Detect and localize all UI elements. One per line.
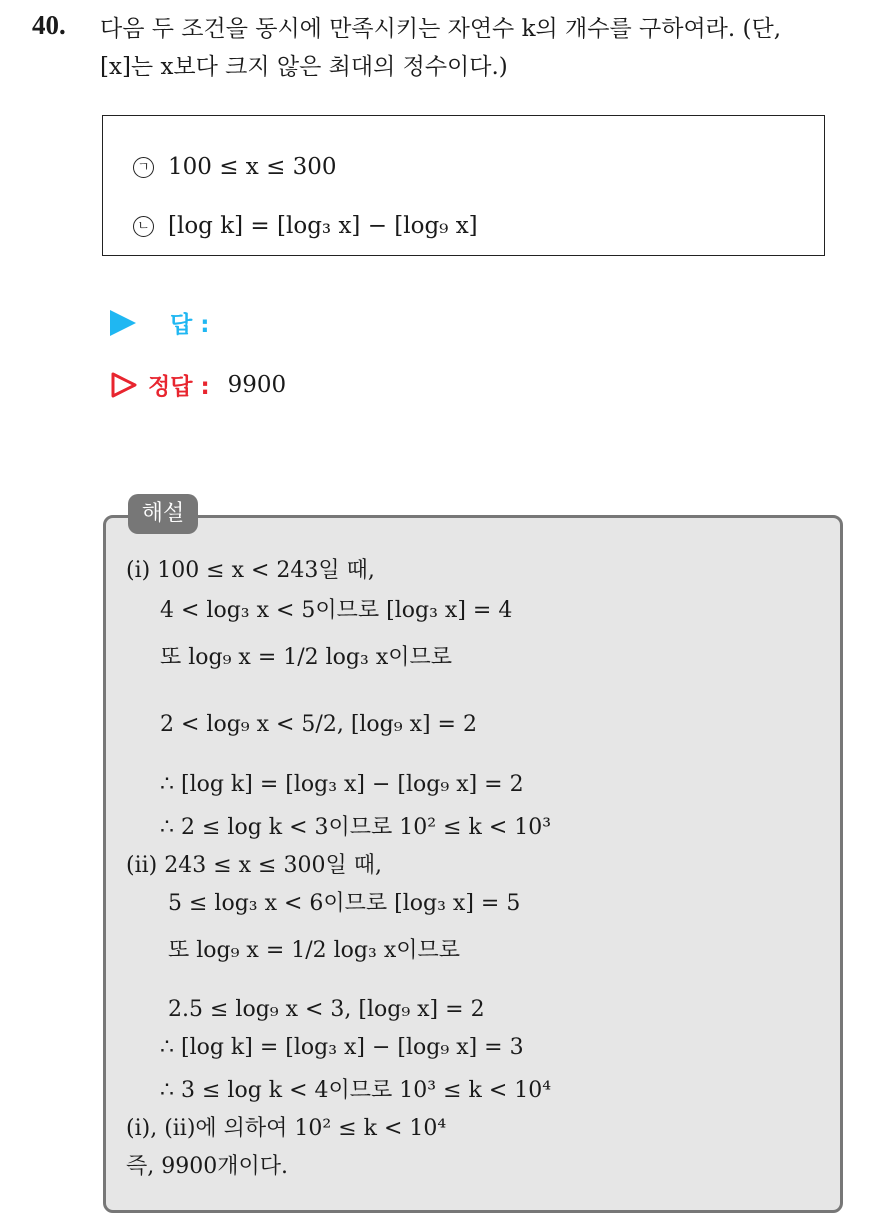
answer-label: 답 :: [170, 312, 210, 338]
question-text: [100, 10, 870, 86]
solution-line-6: ∴ 2 ≤ log k < 3이므로 10² ≤ k < 10³: [160, 815, 552, 840]
solution-line-3: [160, 640, 452, 671]
solution-tab: 해설: [128, 494, 198, 534]
correct-answer-row: [110, 368, 286, 401]
correct-answer-label: 정답 :: [148, 374, 210, 400]
solution-line-9: [168, 933, 460, 964]
condition-2: [133, 213, 478, 239]
solution-line-8: 5 ≤ log₃ x < 6이므로 [log₃ x] = 5: [168, 891, 521, 916]
play-triangle-icon: [110, 310, 136, 336]
correct-answer-value: 9900: [227, 371, 287, 398]
solution-line-14: 즉, 9900개이다.: [126, 1154, 288, 1179]
solution-line-4: [160, 712, 477, 737]
outline-triangle-icon: [110, 371, 138, 399]
condition-2-expr: [log k] = [log₃ x] − [log₉ x]: [168, 213, 478, 239]
solution-line-3-text: 또 log₉ x = 1/2 log₃ x이므로: [160, 645, 452, 670]
solution-line-11: ∴ [log k] = [log₃ x] − [log₉ x] = 3: [160, 1035, 524, 1060]
solution-line-5: ∴ [log k] = [log₃ x] − [log₉ x] = 2: [160, 772, 524, 797]
circled-marker-2: ㄴ: [133, 216, 154, 237]
circled-marker-1: ㄱ: [133, 157, 154, 178]
conditions-box: [102, 115, 825, 256]
solution-line-13: (i), (ii)에 의하여 10² ≤ k < 10⁴: [126, 1116, 447, 1141]
solution-line-1: (i) 100 ≤ x < 243일 때,: [126, 558, 375, 583]
answer-row: [110, 306, 209, 339]
question-line-2: [x]는 x보다 크지 않은 최대의 정수이다.): [100, 54, 508, 80]
solution-line-10: 2.5 ≤ log₉ x < 3, [log₉ x] = 2: [168, 997, 485, 1022]
solution-line-2: 4 < log₃ x < 5이므로 [log₃ x] = 4: [160, 598, 513, 623]
solution-line-9-text: 또 log₉ x = 1/2 log₃ x이므로: [168, 938, 460, 963]
solution-line-4-text: 2 < log₉ x < 5/2, [log₉ x] = 2: [160, 712, 477, 737]
solution-line-12: ∴ 3 ≤ log k < 4이므로 10³ ≤ k < 10⁴: [160, 1078, 552, 1103]
solution-line-7: (ii) 243 ≤ x ≤ 300일 때,: [126, 853, 382, 878]
question-line-1: 다음 두 조건을 동시에 만족시키는 자연수 k의 개수를 구하여라. (단,: [100, 16, 781, 42]
condition-1-expr: 100 ≤ x ≤ 300: [168, 154, 337, 180]
problem-number: 40.: [32, 10, 66, 40]
condition-1: [133, 154, 337, 180]
